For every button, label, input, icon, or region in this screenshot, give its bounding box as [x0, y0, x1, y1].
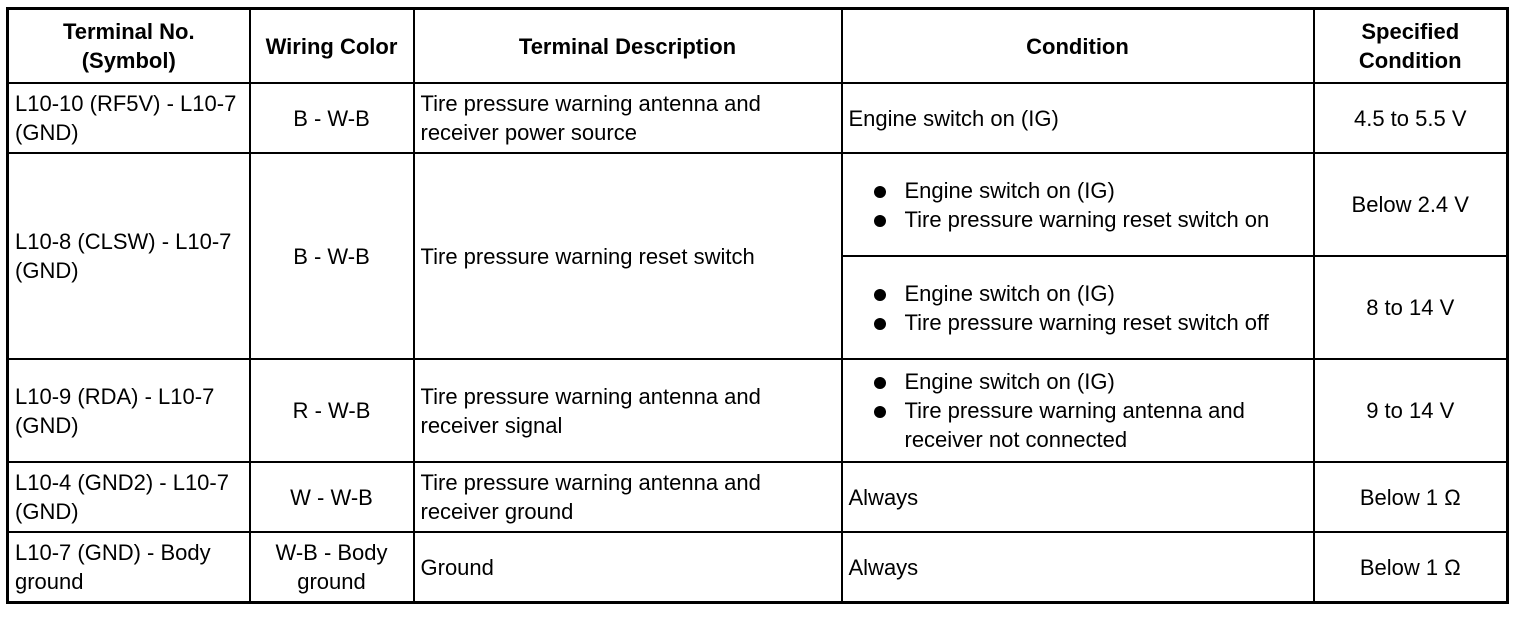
condition-text: Engine switch on (IG)	[904, 177, 1115, 203]
table-row	[8, 462, 1508, 532]
condition-list	[849, 176, 1307, 234]
terminal-cell: L10-10 (RF5V) - L10-7 (GND)	[8, 83, 250, 153]
bullet-icon	[874, 406, 886, 418]
wiring-color-cell: W - W-B	[250, 462, 414, 532]
header-specified-line1: Specified	[1361, 19, 1460, 44]
header-terminal-line1: Terminal No.	[62, 19, 195, 44]
description-cell: Ground	[414, 532, 842, 603]
table-header-row	[8, 9, 1508, 84]
table-row	[8, 153, 1508, 256]
specified-cell: Below 2.4 V	[1314, 153, 1508, 256]
condition-text: Tire pressure warning reset switch on	[904, 206, 1270, 232]
specified-cell: 8 to 14 V	[1314, 256, 1508, 359]
wiring-color-cell: B - W-B	[250, 83, 414, 153]
header-terminal	[8, 9, 250, 84]
list-item	[871, 279, 1307, 308]
condition-cell	[842, 359, 1314, 462]
condition-text: Tire pressure warning antenna and receiver not connected	[904, 398, 1245, 452]
terminal-cell: L10-7 (GND) - Body ground	[8, 532, 250, 603]
list-item	[871, 367, 1307, 396]
condition-text: Engine switch on (IG)	[904, 369, 1115, 394]
header-condition: Condition	[842, 9, 1314, 84]
terminal-spec-table	[6, 7, 1509, 604]
condition-list	[849, 279, 1307, 337]
description-cell: Tire pressure warning antenna and receiver power source	[414, 83, 842, 153]
wiring-color-cell: R - W-B	[250, 359, 414, 462]
header-wiring-color: Wiring Color	[250, 9, 414, 84]
condition-text: Tire pressure warning reset switch off	[904, 309, 1269, 335]
condition-cell	[842, 153, 1314, 256]
description-cell: Tire pressure warning antenna and receiver signal	[414, 359, 842, 462]
terminal-cell: L10-8 (CLSW) - L10-7 (GND)	[8, 153, 250, 359]
list-item	[871, 205, 1307, 234]
condition-list	[849, 367, 1307, 454]
specified-cell: Below 1 Ω	[1314, 532, 1508, 603]
bullet-icon	[874, 289, 886, 301]
bullet-icon	[874, 318, 886, 330]
header-terminal-description: Terminal Description	[414, 9, 842, 84]
condition-cell: Engine switch on (IG)	[842, 83, 1314, 153]
condition-cell: Always	[842, 532, 1314, 603]
header-specified-condition	[1314, 9, 1508, 84]
bullet-icon	[874, 186, 886, 198]
specified-cell: 9 to 14 V	[1314, 359, 1508, 462]
table-row	[8, 83, 1508, 153]
bullet-icon	[874, 377, 886, 389]
condition-text: Engine switch on (IG)	[904, 280, 1115, 306]
terminal-cell: L10-9 (RDA) - L10-7 (GND)	[8, 359, 250, 462]
specified-cell: 4.5 to 5.5 V	[1314, 83, 1508, 153]
list-item	[871, 176, 1307, 205]
terminal-cell: L10-4 (GND2) - L10-7 (GND)	[8, 462, 250, 532]
wiring-color-cell: B - W-B	[250, 153, 414, 359]
table-row	[8, 359, 1508, 462]
description-cell: Tire pressure warning reset switch	[414, 153, 842, 359]
specified-cell: Below 1 Ω	[1314, 462, 1508, 532]
header-specified-line2: Condition	[1358, 48, 1462, 73]
description-cell: Tire pressure warning antenna and receiver ground	[414, 462, 842, 532]
header-terminal-line2: (Symbol)	[81, 48, 176, 73]
wiring-color-cell: W-B - Body ground	[250, 532, 414, 603]
condition-cell	[842, 256, 1314, 359]
list-item	[871, 396, 1307, 454]
table-row	[8, 532, 1508, 603]
list-item	[871, 308, 1307, 337]
bullet-icon	[874, 215, 886, 227]
condition-cell: Always	[842, 462, 1314, 532]
